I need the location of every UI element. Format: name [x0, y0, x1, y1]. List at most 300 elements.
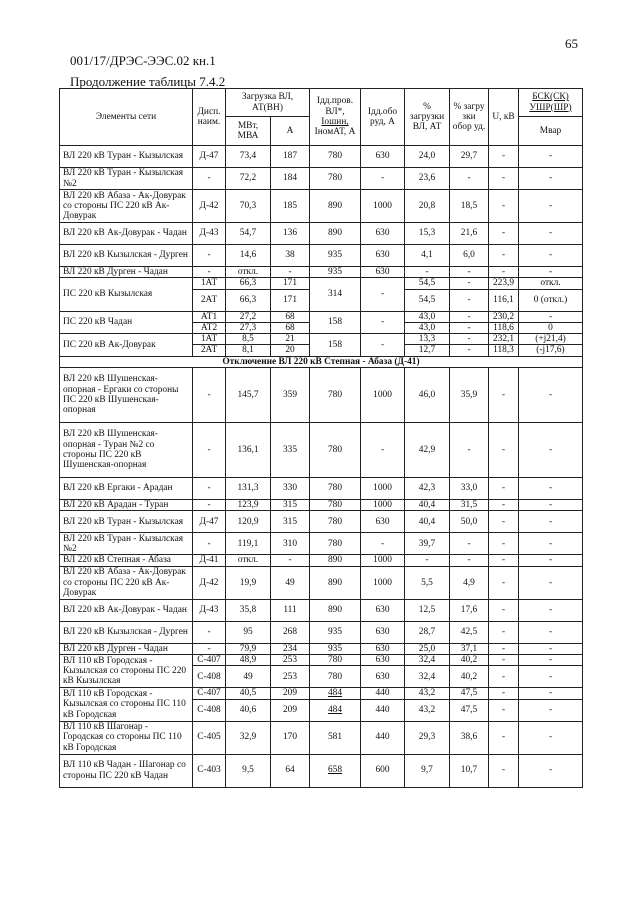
cell-u: - — [489, 688, 519, 699]
disp-name: АТ1 — [193, 311, 226, 322]
cell-u: 116,1 — [489, 289, 519, 311]
cell-u: 118,3 — [489, 345, 519, 356]
disp-name: - — [193, 168, 226, 190]
cell-mw: 119,1 — [226, 533, 271, 555]
cell-obor: 630 — [361, 599, 405, 621]
cell-mw: 70,3 — [226, 190, 271, 223]
element-name: ВЛ 220 кВ Ергаки - Арадан — [60, 478, 193, 500]
cell-a: 136 — [271, 223, 310, 245]
cell-obor: - — [361, 278, 405, 311]
cell-a: - — [271, 267, 310, 278]
cell-pct: 24,0 — [405, 146, 450, 168]
cell-a: - — [271, 555, 310, 566]
cell-q: - — [519, 267, 583, 278]
cell-u: - — [489, 754, 519, 787]
cell-pct2: 18,5 — [450, 190, 489, 223]
cell-mw: 40,5 — [226, 688, 271, 699]
disp-name: С-408 — [193, 666, 226, 688]
cell-q: - — [519, 311, 583, 322]
cell-pct2: 29,7 — [450, 146, 489, 168]
cell-pct: 23,6 — [405, 168, 450, 190]
cell-mw: 27,2 — [226, 311, 271, 322]
cell-idd: 158 — [310, 334, 361, 357]
cell-pct: 13,3 — [405, 334, 450, 345]
cell-a: 253 — [271, 666, 310, 688]
disp-name: 1АТ — [193, 334, 226, 345]
cell-pct: 40,4 — [405, 500, 450, 511]
cell-idd: 780 — [310, 478, 361, 500]
cell-pct2: 21,6 — [450, 223, 489, 245]
element-name: ВЛ 220 кВ Туран - Кызылская — [60, 146, 193, 168]
cell-u: - — [489, 721, 519, 754]
cell-pct: 43,0 — [405, 311, 450, 322]
cell-mw: 54,7 — [226, 223, 271, 245]
table-row — [60, 146, 583, 168]
header-amp: А — [271, 117, 310, 146]
cell-u: 118,6 — [489, 322, 519, 333]
cell-pct2: 40,2 — [450, 654, 489, 665]
element-name: ВЛ 110 кВ Чадан - Шагонар со стороны ПС 220 кВ Чадан — [60, 754, 193, 787]
cell-u: - — [489, 500, 519, 511]
cell-idd: 780 — [310, 368, 361, 423]
cell-a: 185 — [271, 190, 310, 223]
cell-obor: 440 — [361, 699, 405, 721]
cell-idd: 935 — [310, 267, 361, 278]
cell-pct2: - — [450, 267, 489, 278]
cell-a: 64 — [271, 754, 310, 787]
load-table — [59, 88, 583, 788]
document-code: 001/17/ДРЭС-ЭЭС.02 кн.1 — [70, 53, 216, 68]
table-row — [60, 311, 583, 322]
cell-a: 330 — [271, 478, 310, 500]
cell-obor: 1000 — [361, 555, 405, 566]
header-u: U, кВ — [489, 89, 519, 146]
cell-u: - — [489, 599, 519, 621]
cell-mw: откл. — [226, 267, 271, 278]
cell-mw: 40,6 — [226, 699, 271, 721]
cell-u: - — [489, 368, 519, 423]
cell-q: - — [519, 654, 583, 665]
cell-pct2: - — [450, 533, 489, 555]
cell-obor: - — [361, 334, 405, 357]
cell-pct: 5,5 — [405, 566, 450, 599]
cell-obor: - — [361, 423, 405, 478]
cell-idd: 581 — [310, 721, 361, 754]
cell-q: - — [519, 721, 583, 754]
cell-pct: 43,2 — [405, 688, 450, 699]
cell-pct: 54,5 — [405, 278, 450, 289]
cell-pct2: - — [450, 322, 489, 333]
cell-q: - — [519, 500, 583, 511]
disp-name: Д-47 — [193, 146, 226, 168]
cell-pct2: - — [450, 311, 489, 322]
cell-idd: 780 — [310, 654, 361, 665]
substation-name: ПС 220 кВ Ак-Довурак — [60, 334, 193, 357]
cell-a: 21 — [271, 334, 310, 345]
element-name: ВЛ 220 кВ Туран - Кызылская №2 — [60, 168, 193, 190]
cell-pct2: 31,5 — [450, 500, 489, 511]
cell-u: - — [489, 223, 519, 245]
header-elements: Элементы сети — [60, 89, 193, 146]
cell-mw: 32,9 — [226, 721, 271, 754]
disp-name: С-407 — [193, 688, 226, 699]
cell-u: - — [489, 654, 519, 665]
table-row — [60, 533, 583, 555]
cell-a: 170 — [271, 721, 310, 754]
cell-idd: 780 — [310, 168, 361, 190]
header-idd-obor: Iдд.обо руд, А — [361, 89, 405, 146]
cell-u: - — [489, 566, 519, 599]
cell-u: - — [489, 511, 519, 533]
cell-q: - — [519, 223, 583, 245]
element-name: ВЛ 220 кВ Абаза - Ак-Довурак со стороны ПС 220 кВ Ак-Довурак — [60, 566, 193, 599]
cell-a: 335 — [271, 423, 310, 478]
cell-pct: 43,2 — [405, 699, 450, 721]
cell-q: - — [519, 146, 583, 168]
element-name: ВЛ 220 кВ Дурген - Чадан — [60, 643, 193, 654]
cell-obor: 1000 — [361, 478, 405, 500]
page-number: 65 — [565, 36, 578, 51]
cell-pct: 28,7 — [405, 621, 450, 643]
cell-pct2: - — [450, 423, 489, 478]
cell-obor: - — [361, 168, 405, 190]
disp-name: - — [193, 643, 226, 654]
cell-a: 315 — [271, 511, 310, 533]
header-mvar: Мвар — [519, 117, 583, 146]
disp-name: - — [193, 500, 226, 511]
cell-mw: откл. — [226, 555, 271, 566]
cell-idd: 314 — [310, 278, 361, 311]
cell-idd: 780 — [310, 533, 361, 555]
table-row — [60, 511, 583, 533]
cell-pct2: 50,0 — [450, 511, 489, 533]
cell-q: - — [519, 566, 583, 599]
substation-name: ПС 220 кВ Чадан — [60, 311, 193, 334]
cell-idd: 780 — [310, 423, 361, 478]
cell-mw: 73,4 — [226, 146, 271, 168]
cell-pct2: 42,5 — [450, 621, 489, 643]
cell-idd: 935 — [310, 621, 361, 643]
cell-mw: 48,9 — [226, 654, 271, 665]
cell-pct: 25,0 — [405, 643, 450, 654]
cell-q: - — [519, 666, 583, 688]
cell-q: - — [519, 688, 583, 699]
cell-u: - — [489, 621, 519, 643]
section-header: Отключение ВЛ 220 кВ Степная - Абаза (Д-41) — [60, 356, 583, 367]
cell-pct2: 6,0 — [450, 245, 489, 267]
disp-name: Д-42 — [193, 566, 226, 599]
cell-a: 68 — [271, 311, 310, 322]
element-name: ВЛ 220 кВ Шушенская-опорная - Ергаки со стороны ПС 220 кВ Шушенская-опорная — [60, 368, 193, 423]
table-row — [60, 245, 583, 267]
cell-idd: 780 — [310, 146, 361, 168]
table-row — [60, 566, 583, 599]
disp-name: - — [193, 621, 226, 643]
cell-q: (+j21,4) — [519, 334, 583, 345]
table-row — [60, 643, 583, 654]
cell-pct2: - — [450, 334, 489, 345]
cell-a: 187 — [271, 146, 310, 168]
element-name: ВЛ 220 кВ Ак-Довурак - Чадан — [60, 599, 193, 621]
cell-q: - — [519, 245, 583, 267]
header-idd-line2: Iошин, — [321, 117, 349, 127]
cell-q: - — [519, 599, 583, 621]
cell-u: - — [489, 423, 519, 478]
cell-obor: 630 — [361, 643, 405, 654]
cell-mw: 8,1 — [226, 345, 271, 356]
cell-u: - — [489, 267, 519, 278]
cell-pct2: 4,9 — [450, 566, 489, 599]
cell-idd: 935 — [310, 245, 361, 267]
disp-name: Д-41 — [193, 555, 226, 566]
cell-pct: 43,0 — [405, 322, 450, 333]
cell-q: - — [519, 643, 583, 654]
cell-a: 111 — [271, 599, 310, 621]
table-row — [60, 688, 583, 699]
cell-obor: 630 — [361, 223, 405, 245]
table-row — [60, 754, 583, 787]
cell-pct2: 35,9 — [450, 368, 489, 423]
header-idd — [310, 89, 361, 146]
cell-obor: 630 — [361, 621, 405, 643]
disp-name: - — [193, 267, 226, 278]
element-name: ВЛ 220 кВ Степная - Абаза — [60, 555, 193, 566]
cell-a: 268 — [271, 621, 310, 643]
header-load: Загрузка ВЛ, АТ(ВН) — [226, 89, 310, 117]
cell-obor: 630 — [361, 267, 405, 278]
cell-u: - — [489, 555, 519, 566]
cell-pct2: 40,2 — [450, 666, 489, 688]
disp-name: 2АТ — [193, 289, 226, 311]
header-mw: МВт, МВА — [226, 117, 271, 146]
cell-a: 315 — [271, 500, 310, 511]
cell-pct2: - — [450, 168, 489, 190]
disp-name: С-407 — [193, 654, 226, 665]
table-row — [60, 368, 583, 423]
cell-pct2: - — [450, 278, 489, 289]
table-row — [60, 478, 583, 500]
cell-mw: 136,1 — [226, 423, 271, 478]
cell-u: 230,2 — [489, 311, 519, 322]
cell-pct2: - — [450, 555, 489, 566]
cell-pct2: 10,7 — [450, 754, 489, 787]
disp-name: - — [193, 245, 226, 267]
cell-a: 38 — [271, 245, 310, 267]
cell-a: 209 — [271, 688, 310, 699]
cell-mw: 79,9 — [226, 643, 271, 654]
table-row — [60, 654, 583, 665]
cell-pct2: 47,5 — [450, 688, 489, 699]
cell-obor: 630 — [361, 666, 405, 688]
cell-pct: 15,3 — [405, 223, 450, 245]
cell-pct: - — [405, 555, 450, 566]
table-row — [60, 334, 583, 345]
table-body — [60, 146, 583, 788]
cell-q: - — [519, 621, 583, 643]
cell-idd: 484 — [310, 688, 361, 699]
cell-obor: 630 — [361, 654, 405, 665]
cell-a: 234 — [271, 643, 310, 654]
cell-mw: 72,2 — [226, 168, 271, 190]
cell-u: - — [489, 699, 519, 721]
cell-obor: 440 — [361, 688, 405, 699]
cell-mw: 35,8 — [226, 599, 271, 621]
cell-u: 223,9 — [489, 278, 519, 289]
cell-q: - — [519, 699, 583, 721]
cell-pct: 40,4 — [405, 511, 450, 533]
cell-pct: 4,1 — [405, 245, 450, 267]
cell-u: 232,1 — [489, 334, 519, 345]
cell-u: - — [489, 190, 519, 223]
cell-u: - — [489, 643, 519, 654]
cell-u: - — [489, 666, 519, 688]
cell-idd: 658 — [310, 754, 361, 787]
cell-mw: 145,7 — [226, 368, 271, 423]
disp-name: 1АТ — [193, 278, 226, 289]
cell-pct2: 33,0 — [450, 478, 489, 500]
cell-q: 0 (откл.) — [519, 289, 583, 311]
cell-pct: 12,5 — [405, 599, 450, 621]
cell-a: 171 — [271, 289, 310, 311]
cell-idd: 890 — [310, 566, 361, 599]
cell-obor: 1000 — [361, 500, 405, 511]
cell-pct: 42,9 — [405, 423, 450, 478]
cell-pct2: 17,6 — [450, 599, 489, 621]
cell-mw: 95 — [226, 621, 271, 643]
cell-a: 49 — [271, 566, 310, 599]
cell-obor: 1000 — [361, 190, 405, 223]
table-row — [60, 500, 583, 511]
cell-mw: 19,9 — [226, 566, 271, 599]
disp-name: - — [193, 533, 226, 555]
cell-idd: 935 — [310, 643, 361, 654]
cell-q: 0 — [519, 322, 583, 333]
cell-obor: 1000 — [361, 566, 405, 599]
table-row — [60, 555, 583, 566]
cell-pct: 32,4 — [405, 654, 450, 665]
table-caption: Продолжение таблицы 7.4.2 — [70, 74, 226, 89]
header-idd-line3: IномАТ, А — [314, 127, 356, 138]
cell-idd: 780 — [310, 500, 361, 511]
disp-name: АТ2 — [193, 322, 226, 333]
cell-pct: 12,7 — [405, 345, 450, 356]
table-row — [60, 621, 583, 643]
disp-name: Д-42 — [193, 190, 226, 223]
cell-obor: 630 — [361, 511, 405, 533]
disp-name: С-408 — [193, 699, 226, 721]
cell-obor: - — [361, 533, 405, 555]
disp-name: С-405 — [193, 721, 226, 754]
disp-name: С-403 — [193, 754, 226, 787]
element-name: ВЛ 220 кВ Ак-Довурак - Чадан — [60, 223, 193, 245]
cell-q: - — [519, 423, 583, 478]
disp-name: - — [193, 368, 226, 423]
cell-a: 359 — [271, 368, 310, 423]
cell-pct2: - — [450, 289, 489, 311]
cell-mw: 8,5 — [226, 334, 271, 345]
cell-obor: 440 — [361, 721, 405, 754]
element-name: ВЛ 110 кВ Шагонар - Городская со стороны ПС 110 кВ Городская — [60, 721, 193, 754]
element-name: ВЛ 220 кВ Арадан - Туран — [60, 500, 193, 511]
cell-u: - — [489, 478, 519, 500]
disp-name: - — [193, 423, 226, 478]
element-name: ВЛ 220 кВ Абаза - Ак-Довурак со стороны ПС 220 кВ Ак-Довурак — [60, 190, 193, 223]
cell-q: - — [519, 478, 583, 500]
cell-pct: 39,7 — [405, 533, 450, 555]
cell-mw: 66,3 — [226, 278, 271, 289]
cell-pct: 20,8 — [405, 190, 450, 223]
cell-pct2: - — [450, 345, 489, 356]
table-row — [60, 721, 583, 754]
cell-mw: 14,6 — [226, 245, 271, 267]
cell-mw: 123,9 — [226, 500, 271, 511]
disp-name: Д-43 — [193, 223, 226, 245]
cell-q: - — [519, 555, 583, 566]
cell-obor: 600 — [361, 754, 405, 787]
header-disp: Дисп. наим. — [193, 89, 226, 146]
cell-pct: 54,5 — [405, 289, 450, 311]
cell-pct: 29,3 — [405, 721, 450, 754]
cell-q: - — [519, 190, 583, 223]
table-row — [60, 356, 583, 367]
cell-pct2: 37,1 — [450, 643, 489, 654]
cell-a: 253 — [271, 654, 310, 665]
cell-a: 20 — [271, 345, 310, 356]
cell-mw: 9,5 — [226, 754, 271, 787]
table-row — [60, 267, 583, 278]
cell-a: 310 — [271, 533, 310, 555]
element-name: ВЛ 220 кВ Туран - Кызылская №2 — [60, 533, 193, 555]
substation-name: ПС 220 кВ Кызылская — [60, 278, 193, 311]
disp-name: - — [193, 478, 226, 500]
cell-pct: 42,3 — [405, 478, 450, 500]
disp-name: Д-43 — [193, 599, 226, 621]
cell-idd: 890 — [310, 190, 361, 223]
header-idd-line1: Iдд.пров. ВЛ*, — [316, 96, 354, 117]
cell-q: - — [519, 754, 583, 787]
element-name: ВЛ 110 кВ Городская - Кызылская со стороны ПС 220 кВ Кызылская — [60, 654, 193, 687]
cell-idd: 890 — [310, 599, 361, 621]
cell-obor: 1000 — [361, 368, 405, 423]
cell-mw: 120,9 — [226, 511, 271, 533]
cell-idd: 780 — [310, 666, 361, 688]
element-name: ВЛ 110 кВ Городская - Кызылская со стороны ПС 110 кВ Городская — [60, 688, 193, 721]
header-bsk: БСК(СК) УШР(ШР) — [519, 89, 583, 117]
cell-idd: 158 — [310, 311, 361, 334]
cell-a: 171 — [271, 278, 310, 289]
header-pct-obor: % загру зки обор уд. — [450, 89, 489, 146]
header-pct-load: % загрузки ВЛ, АТ — [405, 89, 450, 146]
cell-mw: 66,3 — [226, 289, 271, 311]
cell-a: 68 — [271, 322, 310, 333]
cell-obor: 630 — [361, 245, 405, 267]
cell-u: - — [489, 168, 519, 190]
cell-a: 209 — [271, 699, 310, 721]
cell-pct: 46,0 — [405, 368, 450, 423]
table-row — [60, 278, 583, 289]
cell-a: 184 — [271, 168, 310, 190]
cell-q: - — [519, 168, 583, 190]
cell-idd: 484 — [310, 699, 361, 721]
cell-u: - — [489, 146, 519, 168]
table-row — [60, 223, 583, 245]
cell-idd: 890 — [310, 555, 361, 566]
cell-idd: 890 — [310, 223, 361, 245]
cell-q: (-j17,6) — [519, 345, 583, 356]
cell-q: - — [519, 368, 583, 423]
cell-pct2: 38,6 — [450, 721, 489, 754]
disp-name: 2АТ — [193, 345, 226, 356]
